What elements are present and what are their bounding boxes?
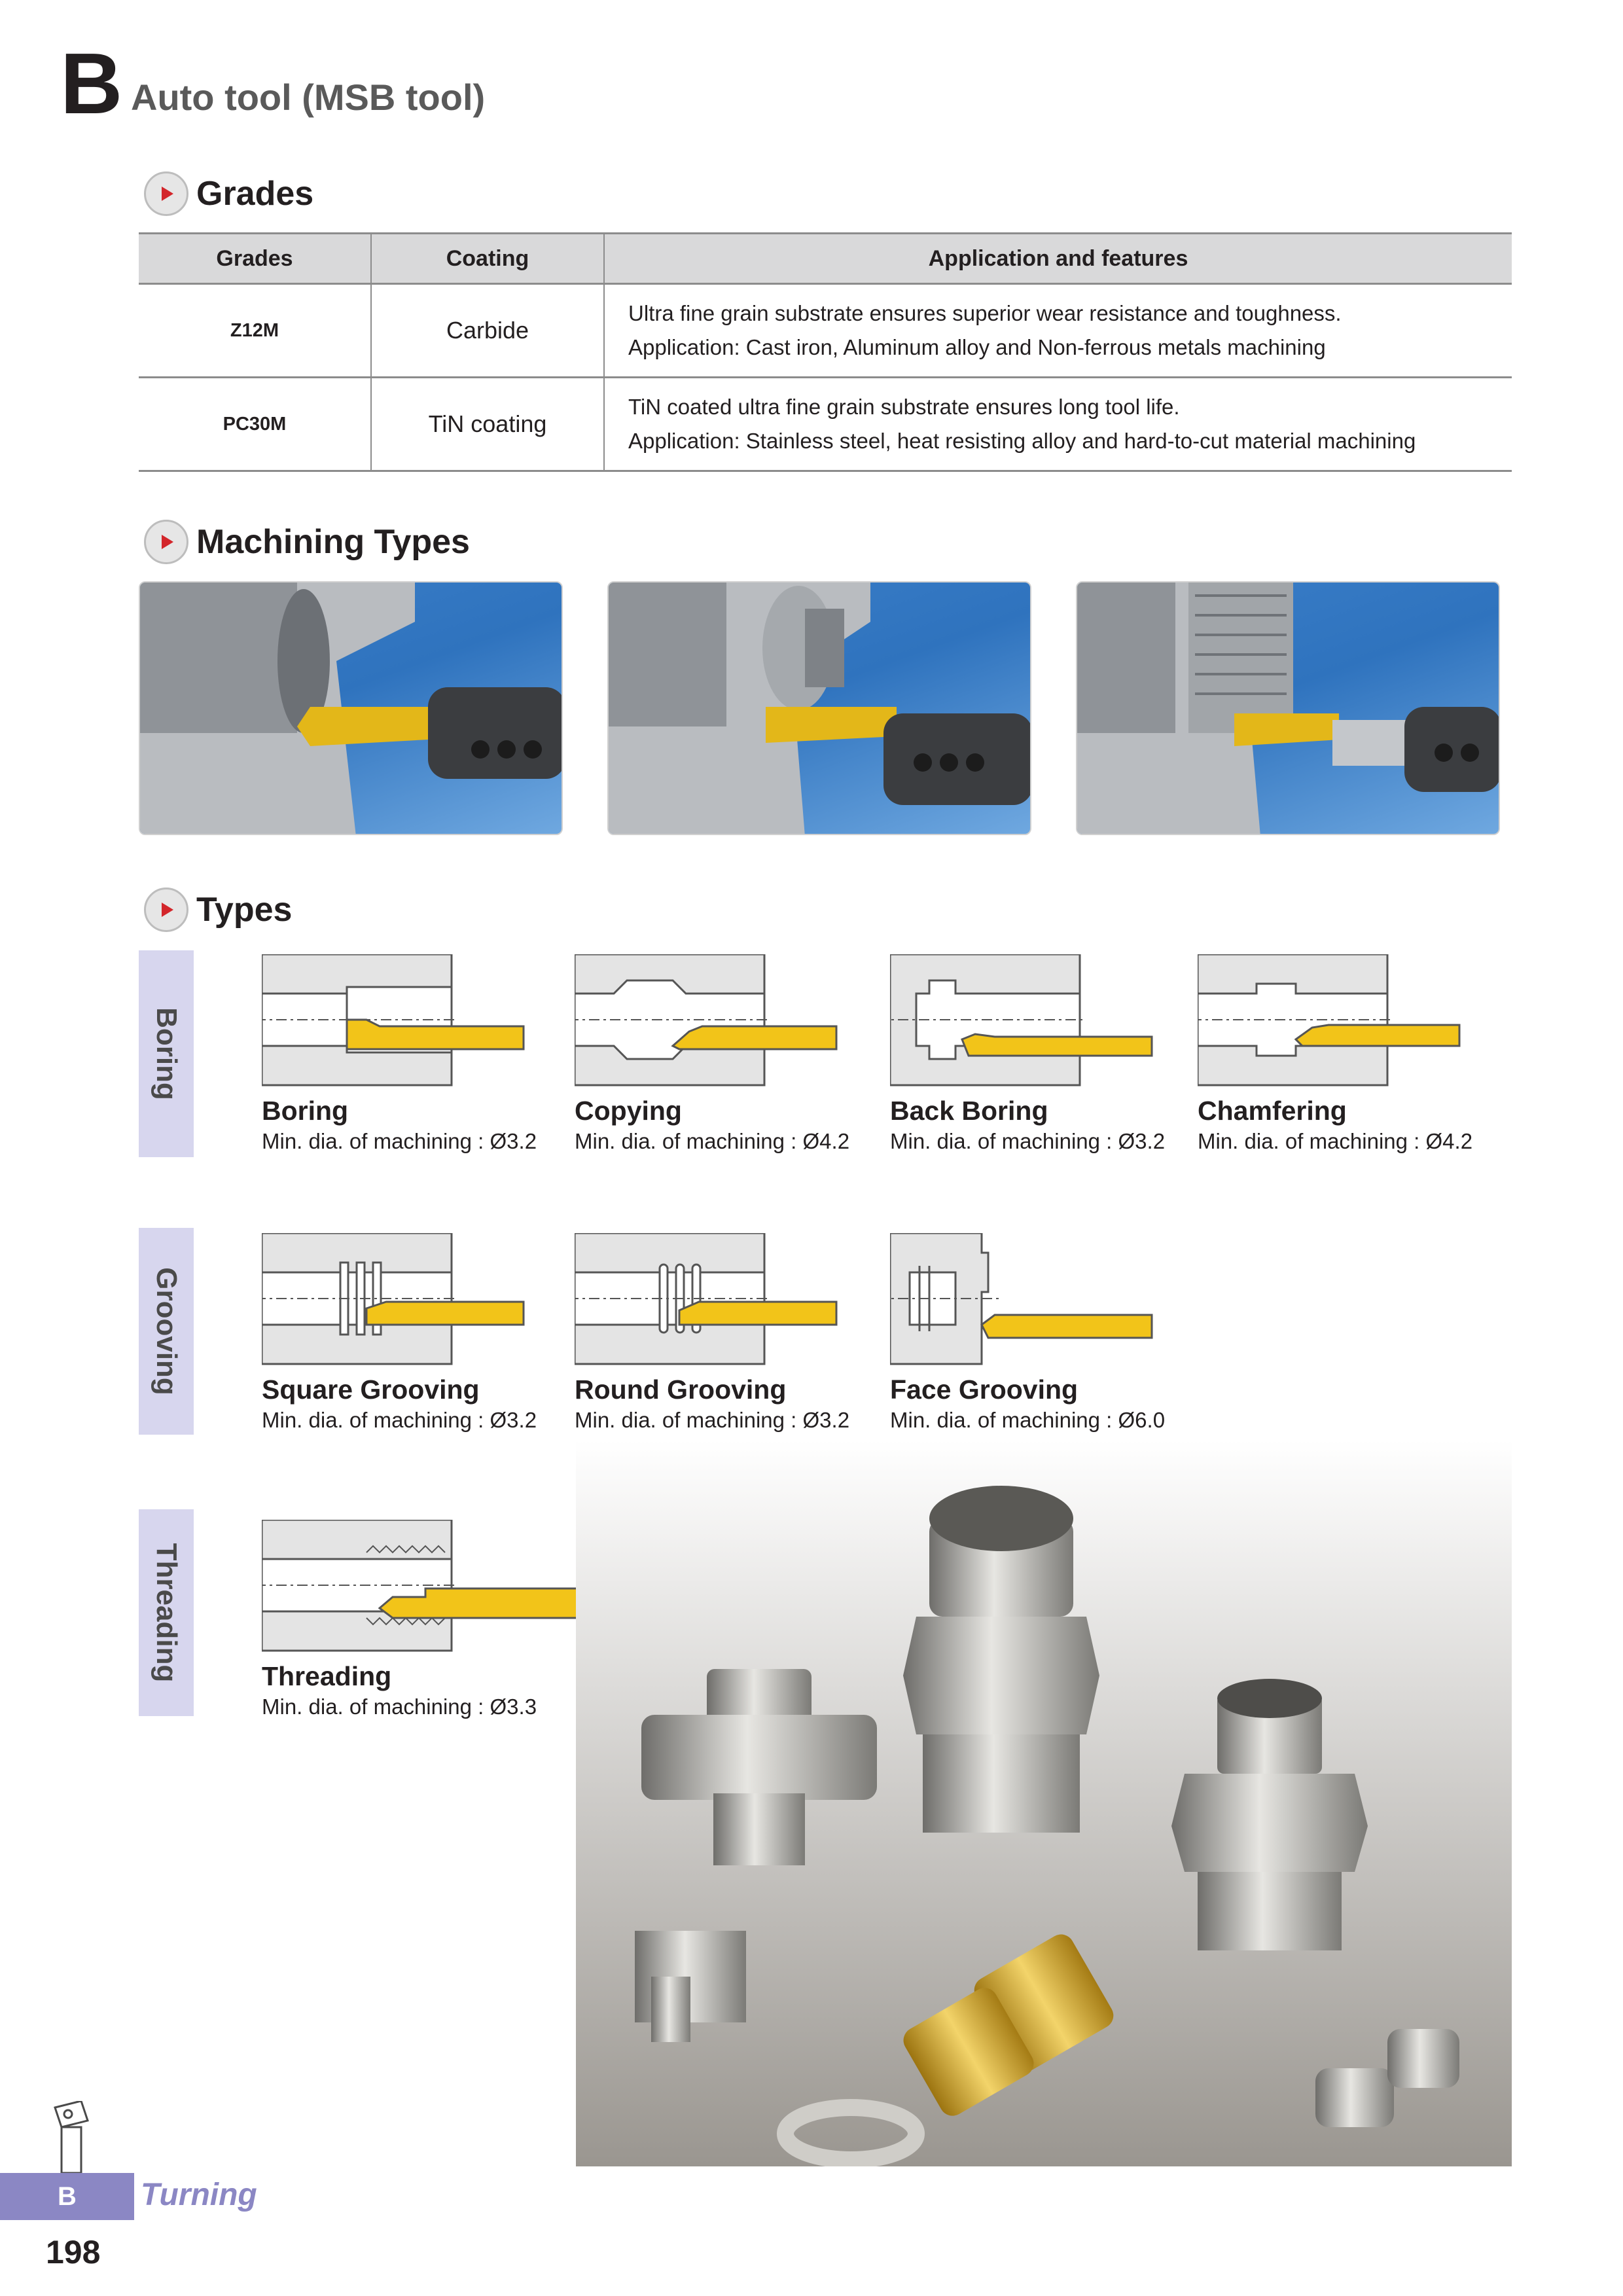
machining-photo-grooving (607, 581, 1031, 835)
grade-cell: Z12M (139, 284, 371, 378)
type-face-grooving (890, 1233, 1165, 1433)
section-letter: B (60, 35, 123, 132)
play-arrow-icon (144, 888, 188, 932)
type-name: Face Grooving (890, 1374, 1079, 1405)
feature-line: Application: Stainless steel, heat resisting alloy and hard-to-cut material machining (628, 429, 1416, 453)
type-boring (262, 954, 537, 1154)
type-back-boring (890, 954, 1165, 1154)
page-title: Auto tool (MSB tool) (131, 77, 486, 118)
category-label: Boring (151, 1007, 183, 1100)
type-copying (575, 954, 849, 1154)
category-label: Grooving (151, 1267, 183, 1395)
category-tab-grooving (139, 1228, 194, 1435)
machining-photo-threading (1076, 581, 1500, 835)
header-coating: Coating (371, 234, 604, 284)
feature-line: TiN coated ultra fine grain substrate ensures long tool life. (628, 395, 1180, 419)
square-grooving-diagram-icon (262, 1233, 537, 1371)
grade-cell: PC30M (139, 378, 371, 471)
face-grooving-diagram-icon (890, 1233, 1165, 1371)
category-tab-boring (139, 950, 194, 1157)
chapter-name: Turning (141, 2178, 257, 2212)
category-tab-threading (139, 1509, 194, 1716)
machining-photo-boring (139, 581, 563, 835)
boring-diagram-icon (262, 954, 537, 1092)
play-arrow-icon (144, 520, 188, 564)
type-min-dia: Min. dia. of machining : Ø3.3 (262, 1695, 537, 1719)
grades-table (139, 232, 1512, 472)
chamfering-diagram-icon (1198, 954, 1472, 1092)
type-name: Chamfering (1198, 1096, 1347, 1126)
table-header-row (139, 234, 1512, 284)
table-row (139, 378, 1512, 471)
threading-diagram-icon (262, 1520, 602, 1657)
type-name: Back Boring (890, 1096, 1048, 1126)
coating-cell: TiN coating (371, 378, 604, 471)
type-min-dia: Min. dia. of machining : Ø3.2 (890, 1129, 1166, 1153)
table-row (139, 284, 1512, 378)
type-min-dia: Min. dia. of machining : Ø6.0 (890, 1408, 1166, 1432)
fittings-product-image (576, 1440, 1512, 2166)
grades-heading-text: Grades (196, 175, 314, 213)
machining-types-heading (144, 517, 470, 567)
back-boring-diagram-icon (890, 954, 1165, 1092)
category-label: Threading (151, 1543, 183, 1683)
type-square-grooving (262, 1233, 537, 1433)
chapter-tab: B (0, 2173, 134, 2220)
grades-heading (144, 169, 313, 219)
types-heading (144, 885, 292, 935)
type-min-dia: Min. dia. of machining : Ø3.2 (262, 1408, 537, 1432)
application-cell (604, 284, 1512, 378)
machining-types-heading-text: Machining Types (196, 523, 470, 561)
type-name: Threading (262, 1661, 392, 1691)
type-name: Boring (262, 1096, 349, 1126)
play-arrow-icon (144, 171, 188, 216)
page-number: 198 (46, 2234, 101, 2270)
type-min-dia: Min. dia. of machining : Ø3.2 (575, 1408, 850, 1432)
turning-tool-icon (42, 2101, 114, 2173)
type-name: Square Grooving (262, 1374, 480, 1405)
coating-cell: Carbide (371, 284, 604, 378)
type-round-grooving (575, 1233, 849, 1433)
type-min-dia: Min. dia. of machining : Ø4.2 (575, 1129, 850, 1153)
type-threading (262, 1520, 602, 1719)
type-name: Round Grooving (575, 1374, 787, 1405)
copying-diagram-icon (575, 954, 849, 1092)
type-min-dia: Min. dia. of machining : Ø4.2 (1198, 1129, 1473, 1153)
feature-line: Application: Cast iron, Aluminum alloy and Non-ferrous metals machining (628, 335, 1326, 359)
header-application: Application and features (604, 234, 1512, 284)
feature-line: Ultra fine grain substrate ensures superior wear resistance and toughness. (628, 301, 1342, 325)
type-min-dia: Min. dia. of machining : Ø3.2 (262, 1129, 537, 1153)
types-heading-text: Types (196, 891, 293, 929)
header-grades: Grades (139, 234, 371, 284)
application-cell (604, 378, 1512, 471)
round-grooving-diagram-icon (575, 1233, 849, 1371)
type-chamfering (1198, 954, 1472, 1154)
type-name: Copying (575, 1096, 682, 1126)
